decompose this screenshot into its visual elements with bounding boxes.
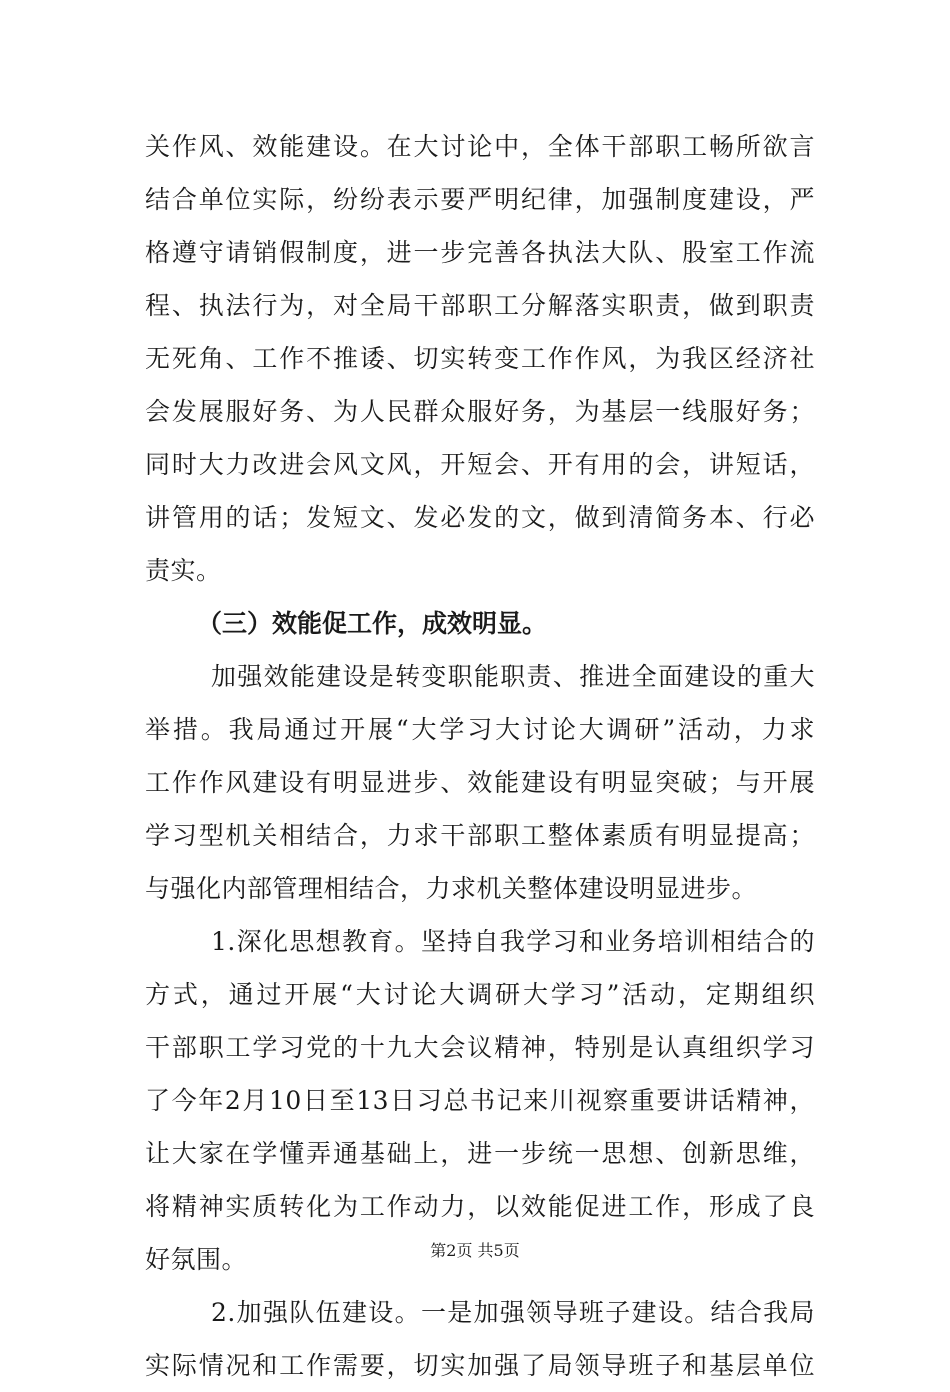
body-line: 了今年2月10日至13日习总书记来川视察重要讲话精神，	[145, 1086, 815, 1115]
body-line: 结合单位实际，纷纷表示要严明纪律，加强制度建设，严	[145, 185, 815, 214]
body-line: 会发展服好务、为人民群众服好务，为基层一线服好务；	[145, 397, 815, 426]
body-line: 1.深化思想教育。坚持自我学习和业务培训相结合的	[211, 927, 815, 956]
body-line: 学习型机关相结合，力求干部职工整体素质有明显提高；	[145, 821, 815, 850]
body-line: 同时大力改进会风文风，开短会、开有用的会，讲短话，	[145, 450, 815, 479]
body-line: 工作作风建设有明显进步、效能建设有明显突破；与开展	[145, 768, 815, 797]
body-line: 好氛围。	[145, 1245, 248, 1274]
body-line: 2.加强队伍建设。一是加强领导班子建设。结合我局	[211, 1298, 815, 1327]
body-line: 责实。	[145, 556, 222, 585]
body-line: 关作风、效能建设。在大讨论中，全体干部职工畅所欲言	[145, 132, 815, 161]
body-line: 让大家在学懂弄通基础上，进一步统一思想、创新思维，	[145, 1139, 815, 1168]
body-line: 干部职工学习党的十九大会议精神，特别是认真组织学习	[145, 1033, 815, 1062]
body-line: 格遵守请销假制度，进一步完善各执法大队、股室工作流	[145, 238, 815, 267]
section-heading: （三）效能促工作，成效明显。	[197, 609, 548, 638]
body-line: 将精神实质转化为工作动力，以效能促进工作，形成了良	[145, 1192, 815, 1221]
body-line: 加强效能建设是转变职能职责、推进全面建设的重大	[211, 662, 815, 691]
body-line: 程、执法行为，对全局干部职工分解落实职责，做到职责	[145, 291, 815, 320]
page-number-footer: 第2页 共5页	[430, 1241, 520, 1260]
body-line: 实际情况和工作需要，切实加强了局领导班子和基层单位	[145, 1351, 815, 1380]
body-line: 讲管用的话；发短文、发必发的文，做到清简务本、行必	[145, 503, 815, 532]
document-body	[145, 120, 815, 1392]
body-line: 方式，通过开展“大讨论大调研大学习”活动，定期组织	[145, 980, 815, 1009]
body-line: 无死角、工作不推诿、切实转变工作作风，为我区经济社	[145, 344, 815, 373]
body-line: 与强化内部管理相结合，力求机关整体建设明显进步。	[145, 874, 758, 903]
body-line: 举措。我局通过开展“大学习大讨论大调研”活动，力求	[145, 715, 815, 744]
